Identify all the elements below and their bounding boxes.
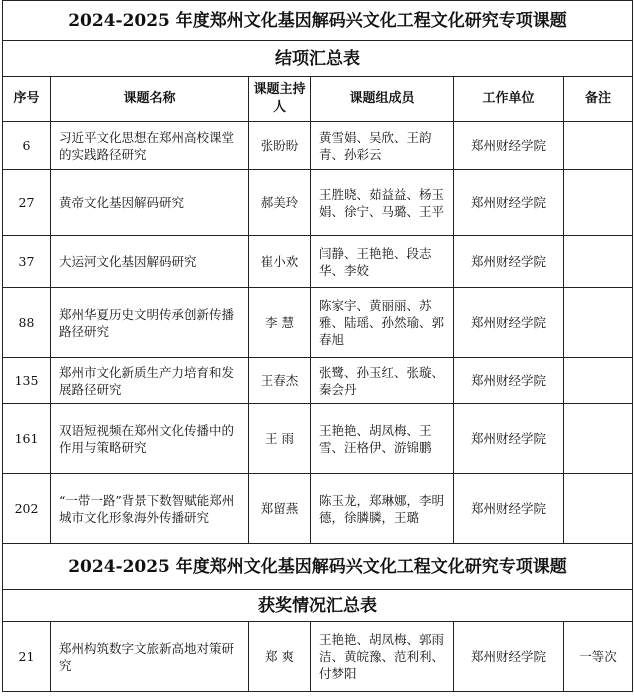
award-title-line2: 获奖情况汇总表 bbox=[3, 590, 633, 622]
table-row bbox=[3, 122, 633, 170]
cell-no: 21 bbox=[3, 622, 51, 692]
cell-name: 郑州华夏历史文明传承创新传播路径研究 bbox=[51, 288, 249, 358]
cell-name: 郑州构筑数字文旅新高地对策研究 bbox=[51, 622, 249, 692]
cell-members: 闫静、王艳艳、段志华、李姣 bbox=[311, 236, 454, 288]
cell-note bbox=[564, 288, 633, 358]
cell-unit: 郑州财经学院 bbox=[454, 358, 564, 404]
table-row bbox=[3, 288, 633, 358]
cell-members: 陈玉龙，郑琳娜，李明德，徐膦膦，王璐 bbox=[311, 474, 454, 544]
cell-unit: 郑州财经学院 bbox=[454, 404, 564, 474]
header-host: 课题主持人 bbox=[249, 77, 311, 122]
completion-title-line2: 结项汇总表 bbox=[3, 41, 633, 77]
cell-note bbox=[564, 474, 633, 544]
cell-note bbox=[564, 236, 633, 288]
header-unit: 工作单位 bbox=[454, 77, 564, 122]
award-title-line1: 2024-2025 年度郑州文化基因解码兴文化工程文化研究专项课题 bbox=[3, 544, 633, 590]
cell-note: 一等次 bbox=[564, 622, 633, 692]
cell-host: 崔小欢 bbox=[249, 236, 311, 288]
cell-host: 李 慧 bbox=[249, 288, 311, 358]
cell-members: 陈家宇、黄丽丽、苏雅、陆瑶、孙然瑜、郭春旭 bbox=[311, 288, 454, 358]
cell-unit: 郑州财经学院 bbox=[454, 122, 564, 170]
cell-unit: 郑州财经学院 bbox=[454, 474, 564, 544]
cell-host: 郝美玲 bbox=[249, 170, 311, 236]
cell-no: 88 bbox=[3, 288, 51, 358]
cell-host: 张盼盼 bbox=[249, 122, 311, 170]
header-note: 备注 bbox=[564, 77, 633, 122]
table-row bbox=[3, 622, 633, 692]
cell-members: 王艳艳、胡凤梅、郭雨洁、黄皖豫、范利利、付梦阳 bbox=[311, 622, 454, 692]
cell-host: 王 雨 bbox=[249, 404, 311, 474]
cell-note bbox=[564, 170, 633, 236]
cell-note bbox=[564, 122, 633, 170]
header-no: 序号 bbox=[3, 77, 51, 122]
cell-note bbox=[564, 404, 633, 474]
cell-members: 张鹭、孙玉红、张璇、秦会丹 bbox=[311, 358, 454, 404]
table-row bbox=[3, 170, 633, 236]
table-header-row bbox=[3, 77, 633, 122]
completion-title-row-2 bbox=[3, 41, 633, 77]
cell-members: 黄雪娟、吴欣、王韵青、孙彩云 bbox=[311, 122, 454, 170]
table-row bbox=[3, 404, 633, 474]
cell-name: “一带一路”背景下数智赋能郑州城市文化形象海外传播研究 bbox=[51, 474, 249, 544]
header-members: 课题组成员 bbox=[311, 77, 454, 122]
completion-title-line1: 2024-2025 年度郑州文化基因解码兴文化工程文化研究专项课题 bbox=[3, 1, 633, 41]
cell-host: 郑 爽 bbox=[249, 622, 311, 692]
cell-host: 郑留燕 bbox=[249, 474, 311, 544]
cell-name: 双语短视频在郑州文化传播中的作用与策略研究 bbox=[51, 404, 249, 474]
completion-title-row-1 bbox=[3, 1, 633, 41]
cell-no: 135 bbox=[3, 358, 51, 404]
table-row bbox=[3, 474, 633, 544]
cell-host: 王春杰 bbox=[249, 358, 311, 404]
cell-members: 王艳艳、胡凤梅、王雪、汪格伊、游锦鹏 bbox=[311, 404, 454, 474]
table-row bbox=[3, 358, 633, 404]
cell-no: 37 bbox=[3, 236, 51, 288]
award-title-row-1 bbox=[3, 544, 633, 590]
cell-name: 黄帝文化基因解码研究 bbox=[51, 170, 249, 236]
cell-name: 大运河文化基因解码研究 bbox=[51, 236, 249, 288]
header-name: 课题名称 bbox=[51, 77, 249, 122]
cell-no: 27 bbox=[3, 170, 51, 236]
cell-no: 161 bbox=[3, 404, 51, 474]
cell-unit: 郑州财经学院 bbox=[454, 622, 564, 692]
cell-unit: 郑州财经学院 bbox=[454, 288, 564, 358]
cell-members: 王胜晓、茹益益、杨玉娟、徐宁、马璐、王平 bbox=[311, 170, 454, 236]
cell-no: 202 bbox=[3, 474, 51, 544]
cell-unit: 郑州财经学院 bbox=[454, 170, 564, 236]
table-row bbox=[3, 236, 633, 288]
cell-unit: 郑州财经学院 bbox=[454, 236, 564, 288]
award-title-row-2 bbox=[3, 590, 633, 622]
cell-name: 习近平文化思想在郑州高校课堂的实践路径研究 bbox=[51, 122, 249, 170]
summary-table bbox=[2, 0, 633, 692]
cell-no: 6 bbox=[3, 122, 51, 170]
cell-name: 郑州市文化新质生产力培育和发展路径研究 bbox=[51, 358, 249, 404]
cell-note bbox=[564, 358, 633, 404]
